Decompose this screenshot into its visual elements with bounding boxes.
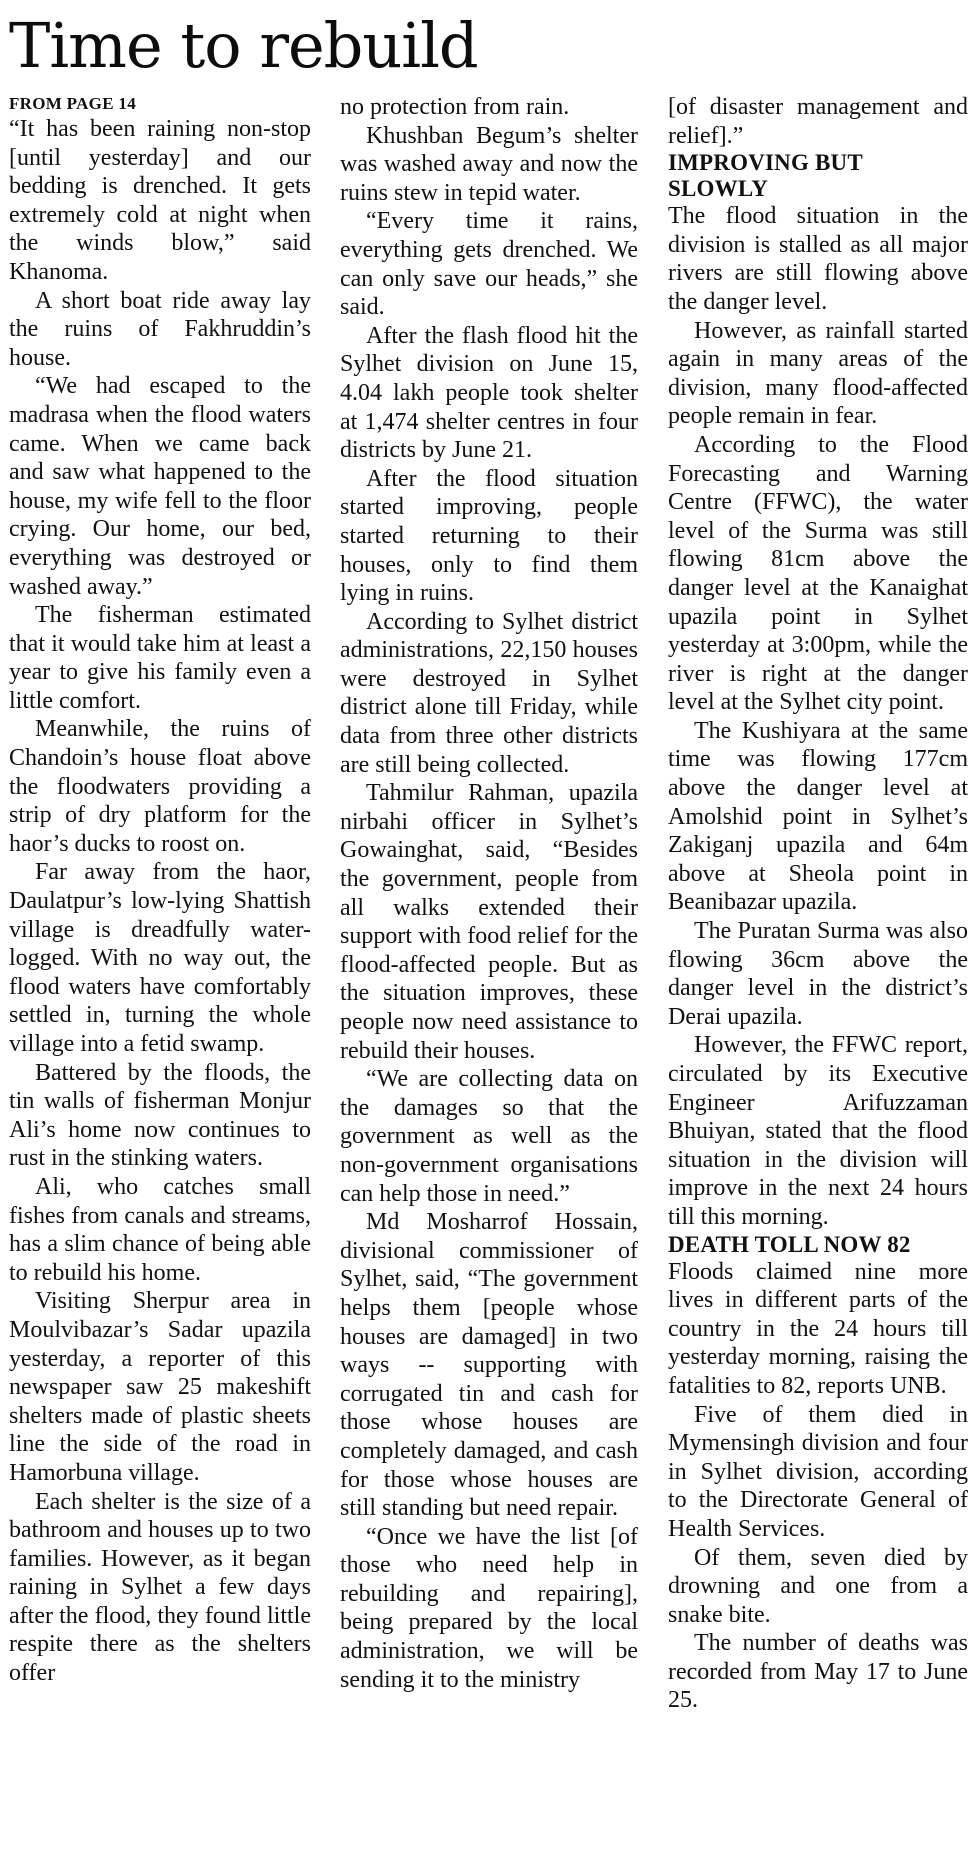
paragraph: Battered by the floods, the tin walls of fisherman Monjur Ali’s home now continues to rust in the stinking waters. bbox=[9, 1059, 311, 1172]
paragraph: Khushban Begum’s shelter was washed away and now the ruins stew in tepid water. bbox=[340, 122, 638, 206]
subhead-death-toll: DEATH TOLL NOW 82 bbox=[668, 1231, 911, 1257]
paragraph: Md Mosharrof Hossain, divisional commissioner of Sylhet, said, “The government helps them [people whose houses are damaged] in two ways -- supporting with corrugated tin and cash for those whose houses are completely damaged, and cash for those whose houses are still standing but need repair. bbox=[340, 1209, 638, 1522]
paragraph: Each shelter is the size of a bathroom and houses up to two families. However, as it began raining in Sylhet a few days after the flood, they found little respite there as the shelters offer bbox=[9, 1488, 311, 1687]
paragraph: According to the Flood Forecasting and Warning Centre (FFWC), the water level of the Surma was still flowing 81cm above the danger level at the Kanaighat upazila point in Sylhet yesterday at 3:00pm, while the river is right at the danger level at the Sylhet city point. bbox=[668, 431, 968, 716]
paragraph: However, the FFWC report, circulated by its Executive Engineer Arifuzzaman Bhuiyan, stated that the flood situation in the division will improve in the next 24 hours till this morning. bbox=[668, 1032, 968, 1230]
paragraph: The Puratan Surma was also flowing 36cm above the danger level in the district’s Derai upazila. bbox=[668, 918, 968, 1030]
paragraph: The Kushiyara at the same time was flowing 177cm above the danger level at Amolshid point in Sylhet’s Zakiganj upazila and 64m above at Sheola point in Beanibazar upazila. bbox=[668, 717, 968, 916]
paragraph: A short boat ride away lay the ruins of Fakhruddin’s house. bbox=[9, 287, 311, 371]
paragraph: Visiting Sherpur area in Moulvibazar’s Sadar upazila yesterday, a reporter of this newspaper saw 25 makeshift shelters made of plastic sheets line the side of the road in Hamorbuna village. bbox=[9, 1288, 311, 1486]
paragraph: Far away from the haor, Daulatpur’s low-lying Shattish village is dreadfully water-logged. With no way out, the flood waters have comfortably settled in, turning the whole village into a fetid swamp. bbox=[9, 859, 311, 1057]
paragraph: The fisherman estimated that it would take him at least a year to give his family even a little comfort. bbox=[9, 602, 311, 714]
paragraph: After the flood situation started improving, people started returning to their houses, only to find them lying in ruins. bbox=[340, 465, 638, 607]
paragraph: “It has been raining non-stop [until yesterday] and our bedding is drenched. It gets extremely cold at night when the winds blow,” said Khanoma. bbox=[9, 116, 311, 285]
paragraph: no protection from rain. bbox=[340, 94, 570, 120]
column-1 bbox=[9, 93, 311, 1688]
paragraph: [of disaster management and relief].” bbox=[668, 94, 968, 149]
paragraph: “Once we have the list [of those who need help in rebuilding and repairing], being prepared by the local administration, we will be sending it to the ministry bbox=[340, 1523, 638, 1693]
from-page-label: FROM PAGE 14 bbox=[9, 94, 136, 113]
paragraph: Ali, who catches small fishes from canals and streams, has a slim chance of being able to rebuild his home. bbox=[9, 1173, 311, 1286]
paragraph: The flood situation in the division is stalled as all major rivers are still flowing above the danger level. bbox=[668, 203, 968, 315]
paragraph: After the flash flood hit the Sylhet division on June 15, 4.04 lakh people took shelter at 1,474 shelter centres in four districts by June 21. bbox=[340, 322, 638, 464]
subhead-improving: IMPROVING BUT SLOWLY bbox=[668, 150, 863, 202]
paragraph: Tahmilur Rahman, upazila nirbahi officer in Sylhet’s Gowainghat, said, “Besides the government, people from all walks extended their support with food relief for the flood-affected people. But as the situation improves, these people now need assistance to rebuild their houses. bbox=[340, 780, 638, 1064]
paragraph: “We had escaped to the madrasa when the flood waters came. When we came back and saw what happened to the house, my wife fell to the floor crying. Our home, our bed, everything was destroyed or washed away.” bbox=[9, 373, 311, 600]
paragraph: The number of deaths was recorded from May 17 to June 25. bbox=[668, 1630, 968, 1714]
paragraph: “Every time it rains, everything gets drenched. We can only save our heads,” she said. bbox=[340, 208, 638, 321]
paragraph: Five of them died in Mymensingh division and four in Sylhet division, according to the Directorate General of Health Services. bbox=[668, 1401, 968, 1542]
column-2 bbox=[340, 93, 638, 1694]
column-3 bbox=[668, 93, 968, 1715]
paragraph: Meanwhile, the ruins of Chandoin’s house float above the floodwaters providing a strip of dry platform for the haor’s ducks to roost on. bbox=[9, 716, 311, 857]
paragraph: “We are collecting data on the damages so that the government as well as the non-government organisations can help those in need.” bbox=[340, 1066, 638, 1207]
paragraph: However, as rainfall started again in many areas of the division, many flood-affected people remain in fear. bbox=[668, 317, 968, 430]
paragraph: Of them, seven died by drowning and one from a snake bite. bbox=[668, 1544, 968, 1628]
paragraph: Floods claimed nine more lives in different parts of the country in the 24 hours till yesterday morning, raising the fatalities to 82, reports UNB. bbox=[668, 1258, 968, 1399]
headline: Time to rebuild bbox=[9, 9, 478, 82]
paragraph: According to Sylhet district administrations, 22,150 houses were destroyed in Sylhet district alone till Friday, while data from three other districts are still being collected. bbox=[340, 608, 638, 778]
